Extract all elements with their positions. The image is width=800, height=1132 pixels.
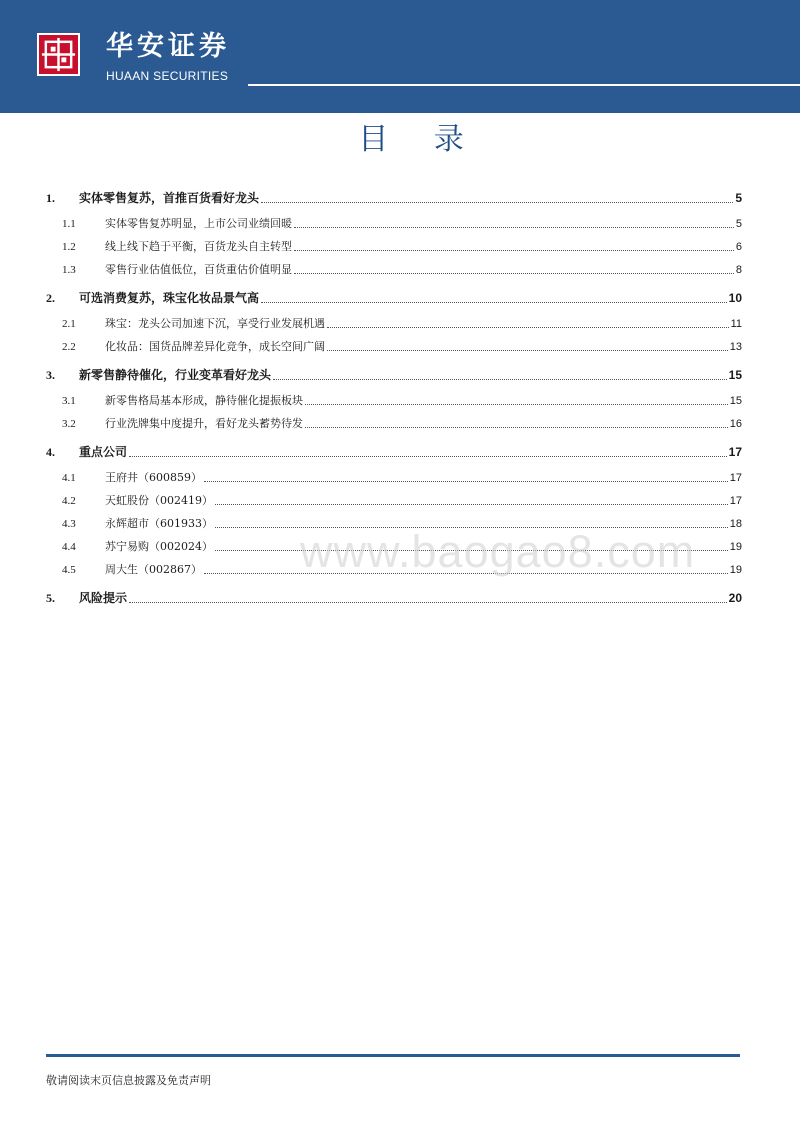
toc-dot-leader [294, 273, 734, 274]
page-title: 目 录 [358, 122, 482, 157]
toc-entry-number: 4.5 [62, 564, 76, 576]
toc-subsection-entry[interactable] [46, 489, 742, 512]
toc-entry-number: 3. [46, 368, 55, 382]
toc-entry-page: 17 [728, 445, 742, 459]
watermark: www.baogao8.com [300, 526, 696, 577]
header-divider [248, 84, 800, 86]
toc-subsection-entry[interactable] [46, 412, 742, 435]
toc-entry-title: 永辉超市（601933） [105, 517, 213, 530]
toc-subsection-entry[interactable] [46, 389, 742, 412]
toc-entry-title: 化妆品：国货品牌差异化竞争，成长空间广阔 [105, 340, 325, 353]
toc-entry-title: 新零售静待催化，行业变革看好龙头 [79, 368, 272, 382]
toc-section-entry[interactable] [46, 186, 742, 210]
toc-entry-number: 4.4 [62, 541, 76, 553]
toc-dot-leader [273, 379, 727, 380]
toc-subsection-entry[interactable] [46, 466, 742, 489]
toc-entry-number: 2.1 [62, 318, 76, 330]
toc-subsection-entry[interactable] [46, 312, 742, 335]
toc-entry-page: 11 [730, 318, 742, 330]
toc-entry-number: 4. [46, 445, 55, 459]
toc-entry-title: 周大生（002867） [105, 563, 202, 576]
logo-english-name: HUAAN SECURITIES [106, 69, 229, 83]
toc-entry-number: 4.3 [62, 518, 76, 530]
toc-entry-page: 17 [729, 472, 742, 484]
toc-entry-title: 实体零售复苏，首推百货看好龙头 [79, 191, 260, 205]
toc-entry-page: 6 [735, 241, 742, 253]
toc-dot-leader [261, 202, 733, 203]
toc-entry-number: 1.1 [62, 218, 76, 230]
toc-dot-leader [215, 504, 728, 505]
toc-entry-title: 线上线下趋于平衡，百货龙头自主转型 [105, 240, 292, 253]
toc-entry-title: 新零售格局基本形成，静待催化提振板块 [105, 394, 303, 407]
toc-entry-page: 18 [729, 518, 742, 530]
footer-divider [46, 1054, 740, 1057]
toc-entry-page: 15 [729, 395, 742, 407]
toc-entry-page: 5 [735, 218, 742, 230]
toc-entry-title: 行业洗牌集中度提升，看好龙头蓄势待发 [105, 417, 303, 430]
toc-entry-page: 13 [729, 341, 742, 353]
toc-dot-leader [327, 350, 728, 351]
toc-dot-leader [305, 427, 728, 428]
toc-entry-title: 可选消费复苏，珠宝化妆品景气高 [79, 291, 260, 305]
huaan-logo-icon [37, 33, 80, 76]
footer-disclaimer: 敬请阅读末页信息披露及免责声明 [46, 1074, 211, 1087]
toc-entry-page: 19 [729, 541, 742, 553]
toc-section-entry[interactable] [46, 440, 742, 464]
toc-section-entry[interactable] [46, 286, 742, 310]
toc-dot-leader [129, 602, 727, 603]
toc-entry-page: 20 [728, 591, 742, 605]
toc-entry-page: 8 [735, 264, 742, 276]
toc-dot-leader [129, 456, 727, 457]
toc-entry-page: 10 [728, 291, 742, 305]
toc-entry-title: 实体零售复苏明显，上市公司业绩回暖 [105, 217, 292, 230]
toc-entry-number: 1. [46, 191, 55, 205]
toc-entry-number: 2.2 [62, 341, 76, 353]
toc-entry-page: 17 [729, 495, 742, 507]
toc-dot-leader [261, 302, 727, 303]
toc-entry-number: 3.2 [62, 418, 76, 430]
toc-entry-page: 15 [728, 368, 742, 382]
toc-entry-title: 王府井（600859） [105, 471, 202, 484]
toc-entry-number: 5. [46, 591, 55, 605]
toc-entry-title: 风险提示 [79, 591, 128, 605]
toc-subsection-entry[interactable] [46, 212, 742, 235]
toc-entry-number: 4.1 [62, 472, 76, 484]
toc-entry-title: 零售行业估值低位，百货重估价值明显 [105, 263, 292, 276]
toc-subsection-entry[interactable] [46, 335, 742, 358]
toc-dot-leader [305, 404, 728, 405]
toc-entry-number: 2. [46, 291, 55, 305]
header-bar [0, 0, 800, 113]
toc-entry-title: 珠宝：龙头公司加速下沉，享受行业发展机遇 [105, 317, 325, 330]
toc-dot-leader [294, 250, 734, 251]
toc-subsection-entry[interactable] [46, 235, 742, 258]
toc-entry-title: 苏宁易购（002024） [105, 540, 213, 553]
toc-entry-number: 1.2 [62, 241, 76, 253]
toc-entry-number: 4.2 [62, 495, 76, 507]
toc-entry-number: 1.3 [62, 264, 76, 276]
toc-entry-page: 16 [729, 418, 742, 430]
toc-dot-leader [327, 327, 729, 328]
toc-dot-leader [204, 481, 728, 482]
toc-entry-number: 3.1 [62, 395, 76, 407]
logo-chinese-name: 华安证券 [106, 31, 230, 62]
toc-section-entry[interactable] [46, 586, 742, 610]
toc-entry-page: 5 [735, 191, 742, 205]
toc-entry-title: 重点公司 [79, 445, 128, 459]
toc-entry-title: 天虹股份（002419） [105, 494, 213, 507]
toc-dot-leader [294, 227, 734, 228]
toc-subsection-entry[interactable] [46, 258, 742, 281]
toc-entry-page: 19 [729, 564, 742, 576]
toc-section-entry[interactable] [46, 363, 742, 387]
